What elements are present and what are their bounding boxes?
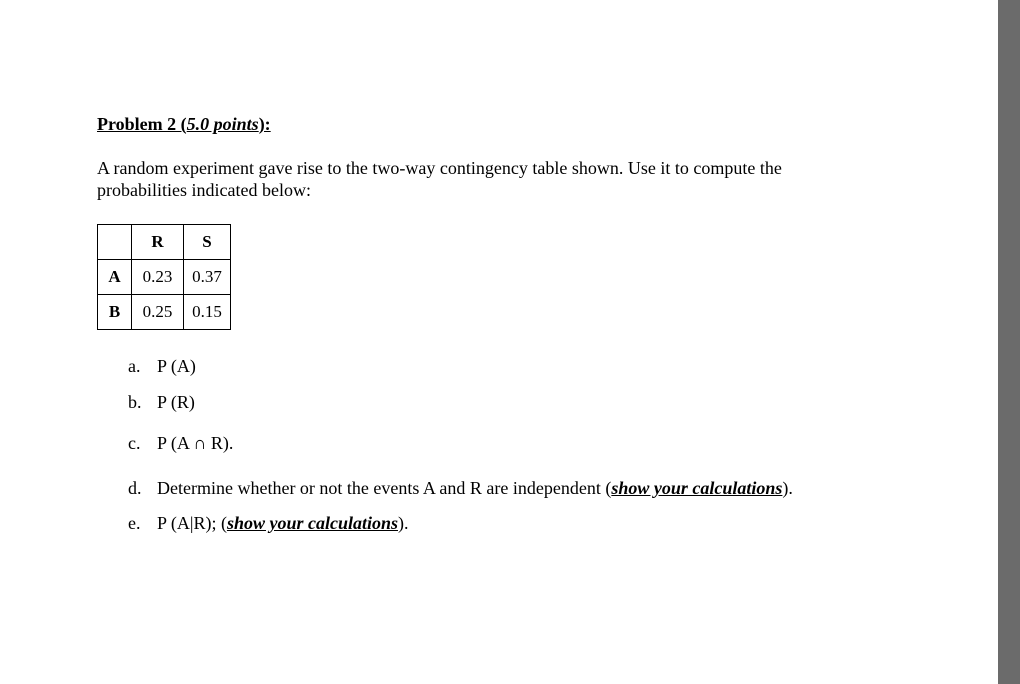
table-row [98, 295, 231, 330]
question-a [128, 356, 196, 377]
question-emphasis: show your calculations [226, 513, 398, 533]
intro-line-1: A random experiment gave rise to the two-way contingency table shown. Use it to compute the [97, 158, 782, 178]
problem-title [97, 114, 271, 135]
row-header-b: B [98, 295, 132, 330]
question-text: Determine whether or not the events A and R are independent ( [157, 478, 612, 498]
cell-b-s: 0.15 [184, 295, 231, 330]
problem-title-tail: ): [258, 114, 271, 134]
table-header-row [98, 225, 231, 260]
question-text: P (A) [157, 356, 196, 376]
problem-title-main: Problem 2 ( [97, 114, 187, 134]
question-tail: ). [397, 513, 409, 533]
column-header-r: R [132, 225, 184, 260]
contingency-table [97, 224, 231, 330]
cell-b-r: 0.25 [132, 295, 184, 330]
question-text: P (A ∩ R). [157, 433, 234, 453]
cell-a-r: 0.23 [132, 260, 184, 295]
column-header-s: S [184, 225, 231, 260]
row-header-a: A [98, 260, 132, 295]
problem-points: 5.0 points [186, 114, 259, 134]
question-label: e. [128, 513, 141, 533]
question-text: P (A|R); ( [157, 513, 227, 533]
question-d [128, 478, 793, 499]
question-label: a. [128, 356, 141, 376]
question-label: c. [128, 433, 141, 453]
intro-line-2: probabilities indicated below: [97, 180, 311, 200]
cell-a-s: 0.37 [184, 260, 231, 295]
question-label: b. [128, 392, 142, 412]
question-e [128, 513, 408, 534]
question-label: d. [128, 478, 142, 498]
vertical-scrollbar[interactable] [998, 0, 1020, 684]
question-tail: ). [782, 478, 793, 498]
problem-intro [97, 157, 897, 201]
question-text: P (R) [157, 392, 195, 412]
question-emphasis: show your calculations [611, 478, 783, 498]
question-c [128, 433, 233, 454]
table-row [98, 260, 231, 295]
table-corner-cell [98, 225, 132, 260]
question-b [128, 392, 195, 413]
